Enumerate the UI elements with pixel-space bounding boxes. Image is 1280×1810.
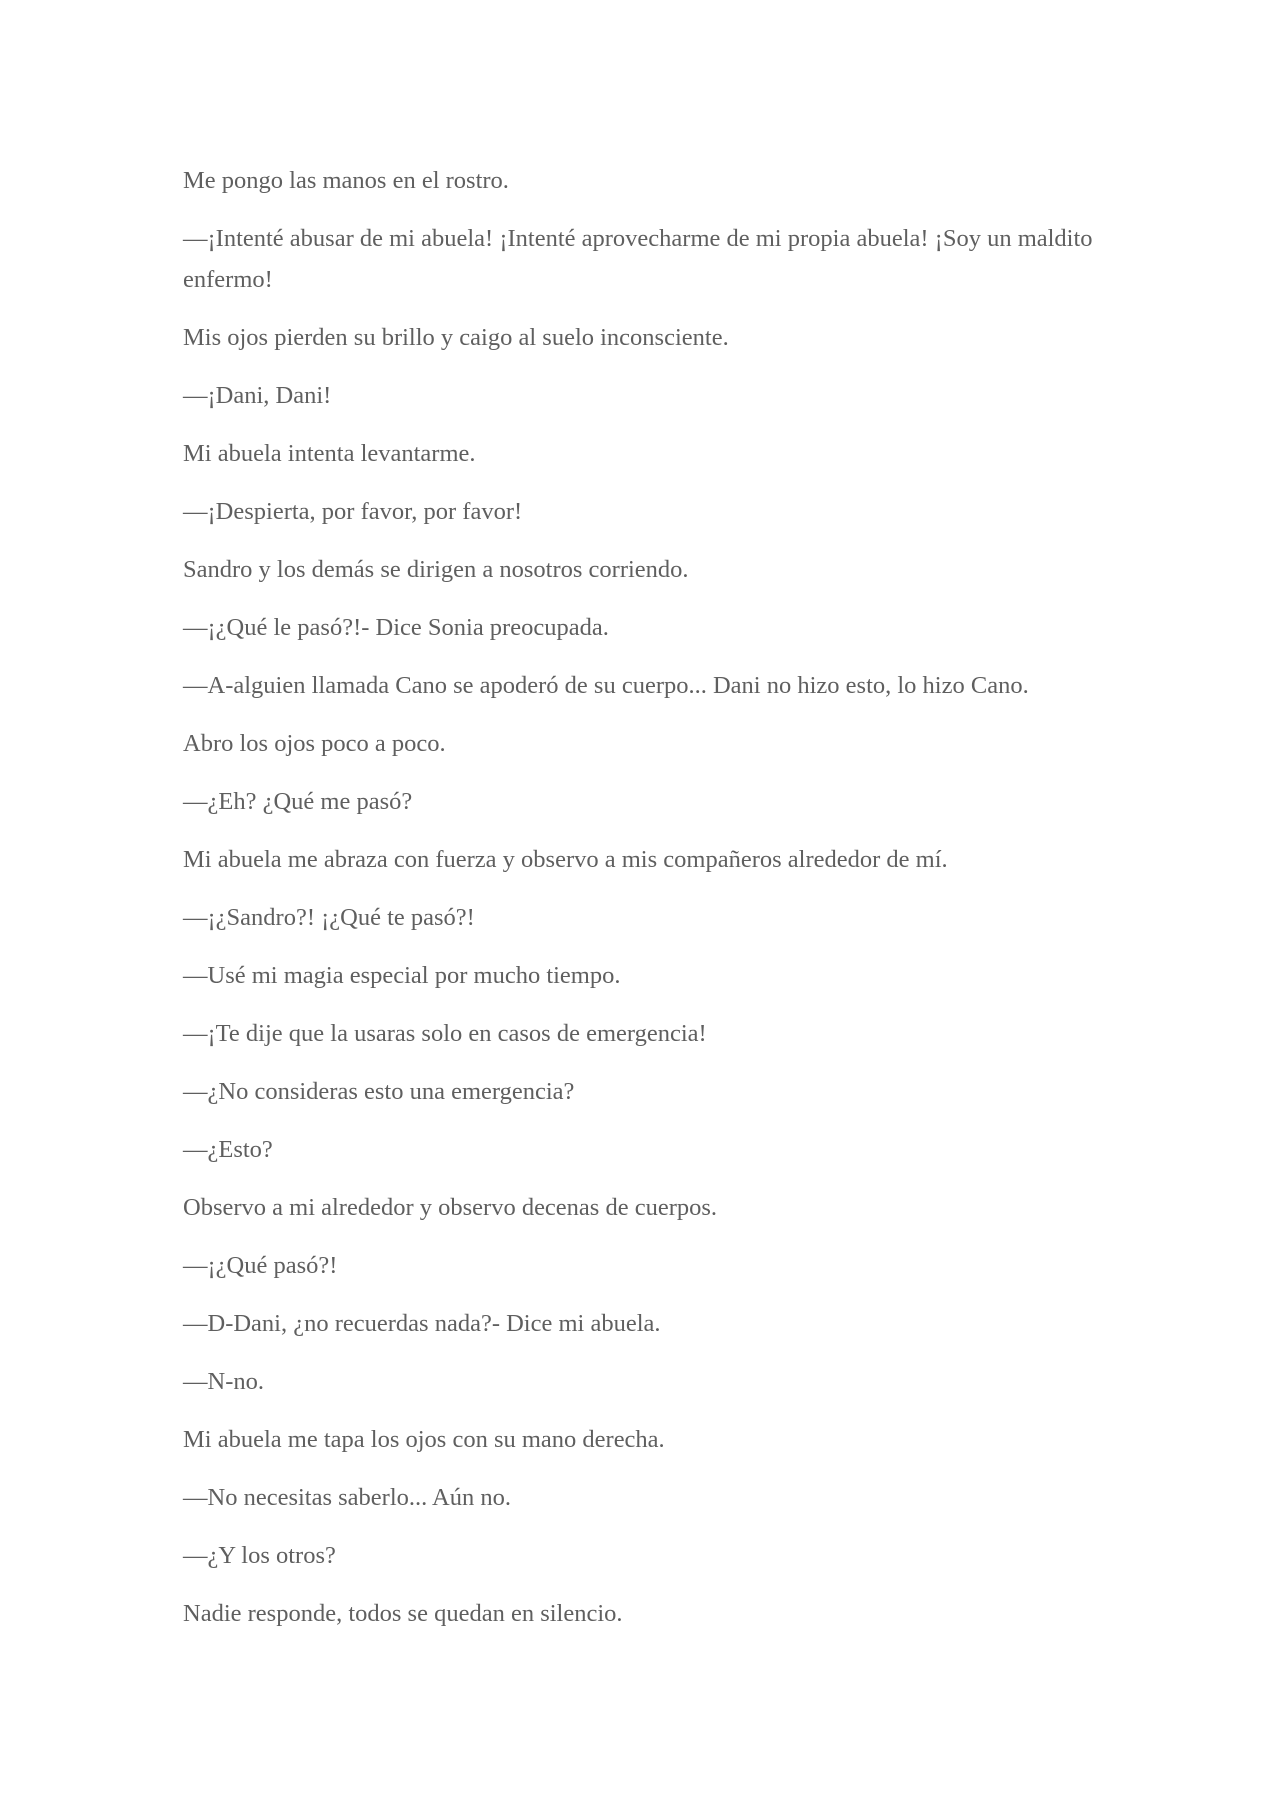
paragraph: Abro los ojos poco a poco. <box>183 730 446 757</box>
paragraph: —¡Te dije que la usaras solo en casos de emergencia! <box>183 1020 707 1047</box>
paragraph: Observo a mi alrededor y observo decenas de cuerpos. <box>183 1194 718 1221</box>
paragraph: Sandro y los demás se dirigen a nosotros corriendo. <box>183 556 689 583</box>
paragraph: —¡Despierta, por favor, por favor! <box>183 498 523 525</box>
paragraph: —Usé mi magia especial por mucho tiempo. <box>183 962 621 989</box>
paragraph: —¿No consideras esto una emergencia? <box>183 1078 575 1105</box>
document-body <box>183 160 1103 1651</box>
paragraph: —¡¿Qué le pasó?!- Dice Sonia preocupada. <box>183 614 609 641</box>
paragraph: Mi abuela me tapa los ojos con su mano derecha. <box>183 1426 665 1453</box>
paragraph: —N-no. <box>183 1368 264 1395</box>
paragraph: —¡¿Sandro?! ¡¿Qué te pasó?! <box>183 904 475 931</box>
paragraph: —¡Dani, Dani! <box>183 382 332 409</box>
paragraph: —¿Esto? <box>183 1136 273 1163</box>
paragraph: Me pongo las manos en el rostro. <box>183 167 509 194</box>
paragraph: —¿Eh? ¿Qué me pasó? <box>183 788 413 815</box>
paragraph: Mi abuela me abraza con fuerza y observo a mis compañeros alrededor de mí. <box>183 846 948 873</box>
paragraph: Mis ojos pierden su brillo y caigo al suelo inconsciente. <box>183 324 729 351</box>
paragraph: —A-alguien llamada Cano se apoderó de su cuerpo... Dani no hizo esto, lo hizo Cano. <box>183 672 1029 699</box>
paragraph: —¡¿Qué pasó?! <box>183 1252 338 1279</box>
paragraph: Mi abuela intenta levantarme. <box>183 440 476 467</box>
paragraph: —No necesitas saberlo... Aún no. <box>183 1484 511 1511</box>
paragraph: —¡Intenté abusar de mi abuela! ¡Intenté aprovecharme de mi propia abuela! ¡Soy un maldito enfermo! <box>183 225 1093 293</box>
paragraph: —¿Y los otros? <box>183 1542 336 1569</box>
paragraph: Nadie responde, todos se quedan en silencio. <box>183 1600 623 1627</box>
paragraph: —D-Dani, ¿no recuerdas nada?- Dice mi abuela. <box>183 1310 661 1337</box>
